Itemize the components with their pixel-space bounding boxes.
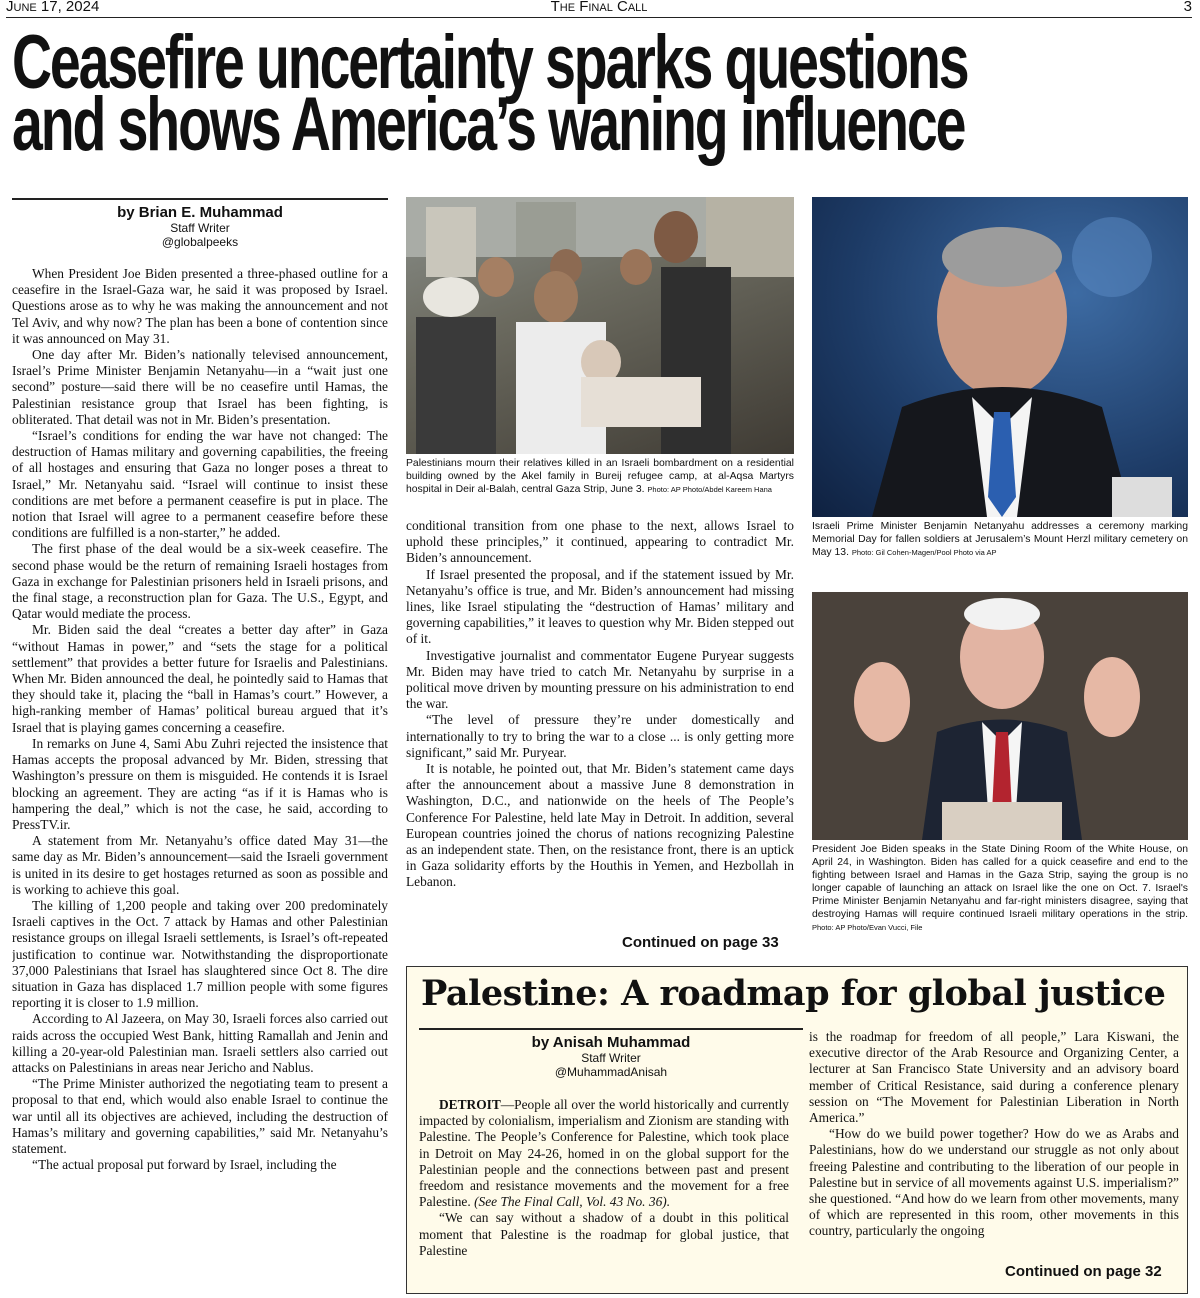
story-column-2	[406, 518, 794, 933]
paragraph: “We can say without a shadow of a doubt in this political moment that Palestine is the roadmap for global justice, that Palestine	[419, 1210, 789, 1258]
biden-photo-illustration	[812, 592, 1188, 840]
paragraph: According to Al Jazeera, on May 30, Israeli forces also carried out raids across the occupied West Bank, hitting Ramallah and Jenin and killing a 20-year-old Palestinian man. Israeli settlers also carried out attacks on Palestinians in areas near Jericho and Nablus.	[12, 1011, 388, 1075]
paragraph: One day after Mr. Biden’s nationally televised announcement, Israel’s Prime Minister Benjamin Netanyahu—in a “wait just one second” posture—said there will be no ceasefire until Hamas, the Palestinian resistance group that Israel has been fighting, is obliterated. That detail was not in Mr. Biden’s presentation.	[12, 347, 388, 427]
story-byline	[12, 198, 388, 249]
publication-name: The Final Call	[550, 0, 648, 15]
netanyahu-caption-text: Israeli Prime Minister Benjamin Netanyahu addresses a ceremony marking Memorial Day for fallen soldiers at Jerusalem’s Mount Herzl military cemetery on May 13.	[812, 521, 1188, 558]
paragraph: “The actual proposal put forward by Israel, including the	[32, 1157, 337, 1173]
sidebar-headline: Palestine: A roadmap for global justice	[421, 973, 1166, 1014]
mourners-photo-illustration	[406, 197, 794, 454]
sidebar-byline-title: Staff Writer	[581, 1051, 641, 1065]
paragraph: “How do we build power together? How do we as Arabs and Palestinians, how do we understand our struggle as not only about freeing Palestine and contributing to the liberation of our people in Palestine but in service of all movements against U.S. imperialism?” she questioned. “And how do we learn from other movements, many of which are represented in this room, other movements in this country, particularly the ongoing	[809, 1126, 1179, 1239]
headline-line-2: and shows America’s waning influence	[12, 81, 965, 167]
mourners-photo-credit: Photo: AP Photo/Abdel Kareem Hana	[647, 485, 772, 494]
biden-photo	[812, 592, 1188, 840]
paragraph: “The level of pressure they’re under domestically and internationally to try to bring the war to a close ... is only getting more significant,” said Mr. Puryear.	[406, 712, 794, 760]
byline-handle: @globalpeeks	[161, 235, 239, 249]
headline-line-1: Ceasefire uncertainty sparks questions	[12, 19, 968, 105]
paragraph: When President Joe Biden presented a three-phased outline for a ceasefire in the Israel-Gaza war, he said it was proposed by Israel. Questions arose as to why he was making the announcement and not Tel Aviv, and why now? The plan has been a bone of contention since it was announced on May 31.	[12, 266, 388, 346]
paragraph: “Israel’s conditions for ending the war have not changed: The destruction of Hamas military and governing capabilities, the freeing of all hostages and ensuring that Gaza no longer poses a threat to Israel,” Mr. Netanyahu said. “Israel will continue to insist these conditions are met before a permanent ceasefire is put in place. The notion that Israel will agree to a permanent ceasefire before these conditions are fulfilled is a non-starter,” he added.	[12, 428, 388, 541]
sidebar-column-1	[419, 1097, 789, 1291]
sidebar-byline-author: by Anisah Muhammad	[531, 1034, 691, 1051]
sidebar-story-box	[406, 966, 1188, 1294]
sidebar-byline	[419, 1028, 803, 1079]
sidebar-column-2	[809, 1029, 1179, 1263]
paragraph: The first phase of the deal would be a six-week ceasefire. The second phase would be the return of remaining Israeli hostages from Gaza in exchange for Palestinian prisoners held in Israeli prisons, and the final stage, a reconstruction plan for Gaza. The U.S., Egypt, and Qatar would mediate the process.	[12, 541, 388, 622]
paragraph: A statement from Mr. Netanyahu’s office dated May 31—the same day as Mr. Biden’s announcement—said the Israeli government is united in its desire to get hostages returned as soon as possible and is working to achieve this goal.	[12, 833, 388, 897]
sidebar-continued-jump-line: Continued on page 32	[1005, 1263, 1162, 1280]
byline-title: Staff Writer	[170, 221, 230, 235]
byline-author: by Brian E. Muhammad	[117, 204, 283, 221]
page-number: 3	[1183, 0, 1192, 15]
paragraph: Investigative journalist and commentator Eugene Puryear suggests Mr. Biden may have tried to catch Mr. Netanyahu by surprise in a political move driven by mounting pressure on his administration to end the war.	[406, 647, 794, 712]
mourners-photo	[406, 197, 794, 454]
lead-text: —People all over the world historically and currently impacted by colonialism, imperialism and Zionism are standing with Palestine. The People’s Conference for Palestine, which took place in Detroit on May 24-26, homed in on the global support for the Palestinian people and the connections between past and present freedom and resistance movements and the movement for a free Palestine.	[419, 1097, 789, 1210]
story-column-1	[12, 266, 388, 1296]
netanyahu-photo-credit: Photo: Gil Cohen-Magen/Pool Photo via AP	[851, 548, 997, 557]
paragraph: Mr. Biden said the deal “creates a better day after” in Gaza “without Hamas in power,” and “sets the stage for a political settlement” that provides a better future for Israelis and Palestinians. When Mr. Biden announced the deal, he pointedly said to Hamas that they should take it, placing the “ball in Hamas’s court.” However, a high-ranking member of Hamas’ political bureau argued that it’s Israel that is playing games concerning a ceasefire.	[12, 622, 388, 735]
issue-date: June 17, 2024	[6, 0, 100, 15]
netanyahu-photo	[812, 197, 1188, 517]
paragraph: If Israel presented the proposal, and if the statement issued by Mr. Netanyahu’s office is true, and Mr. Biden’s announcement had missing lines, like Israel stipulating the “destruction of Hamas’ military and governing capabilities,” it leaves to question why Mr. Biden stepped out of it.	[406, 566, 794, 647]
paragraph: It is notable, he pointed out, that Mr. Biden’s statement came days after the announcement about a massive June 8 demonstration in Washington, D.C., and nationwide on the heels of The People’s Conference For Palestine, held late May in Detroit. In addition, several European countries joined the chorus of nations recognizing Palestine as an independent state. Then, on the resistance front, there is an uptick in Gaza solidarity efforts by the Houthis in Yemen, and Hezbollah in Lebanon.	[406, 761, 794, 890]
mourners-caption-text: Palestinians mourn their relatives killed in an Israeli bombardment on a residential building owned by the Akel family in Bureij refugee camp, at al-Aqsa Martyrs hospital in Deir al-Balah, central Gaza Strip, June 3.	[406, 458, 794, 495]
paragraph: conditional transition from one phase to the next, allows Israel to uphold these principles,” it continued, appearing to contradict Mr. Biden’s announcement.	[406, 518, 794, 566]
biden-caption	[812, 843, 1188, 934]
paragraph: is the roadmap for freedom of all people,” Lara Kiswani, the executive director of the Arab Resource and Organizing Center, a lecturer at San Francisco State University and an advisory board member of Critical Resistance, said during a conference plenary session on “The Movement for Palestinian Liberation in North America.”	[809, 1029, 1179, 1126]
masthead	[6, 0, 1192, 18]
paragraph: “The Prime Minister authorized the negotiating team to present a proposal to that end, which would also enable Israel to continue the war until all its objectives are achieved, including the destruction of Hamas’s military and governing capabilities,” said Mr. Netanyahu’s statement.	[12, 1076, 388, 1156]
paragraph: In remarks on June 4, Sami Abu Zuhri rejected the insistence that Hamas accepts the proposal advanced by Mr. Biden, stressing that Washington’s pressure on them is misguided. He contends it is Israel blocking an agreement. They are acting “as if it is Hamas who is hampering the deal,” which is not the case, he said, according to PressTV.ir.	[12, 735, 388, 832]
mourners-caption	[406, 457, 794, 496]
issue-reference: (See The Final Call, Vol. 43 No. 36).	[474, 1194, 671, 1210]
sidebar-byline-handle: @MuhammadAnisah	[554, 1065, 668, 1079]
dateline: DETROIT	[439, 1097, 501, 1112]
netanyahu-photo-illustration	[812, 197, 1188, 517]
netanyahu-caption	[812, 520, 1188, 559]
lead-paragraph	[419, 1097, 789, 1210]
biden-photo-credit: Photo: AP Photo/Evan Vucci, File	[812, 923, 923, 932]
main-headline	[12, 19, 1003, 167]
paragraph: The killing of 1,200 people and taking over 200 predominately Israeli captives in the Oct. 7 attack by Hamas and other Palestinian resistance groups on illegal Israeli settlements, is Israel’s oft-repeated justification to continue war. Notwithstanding the disproportionate 37,000 Palestinians that Israel has slaughtered since Oct 8. The dire situation in Gaza has displaced 1.7 million people with some figures reporting it is closer to 1.9 million.	[12, 897, 388, 1011]
biden-caption-text: President Joe Biden speaks in the State Dining Room of the White House, on April 24, in Washington. Biden has called for a quick ceasefire and end to the fighting between Israel and Hamas in the Gaza Strip, saying the group is no longer capable of launching an attack on Israel like the one on Oct. 7. Israel's Prime Minister Benjamin Netanyahu and far-right ministers disagree, saying that destroying Hamas will require continued Israeli military operations in the strip.	[812, 844, 1188, 920]
continued-jump-line: Continued on page 33	[622, 934, 779, 951]
